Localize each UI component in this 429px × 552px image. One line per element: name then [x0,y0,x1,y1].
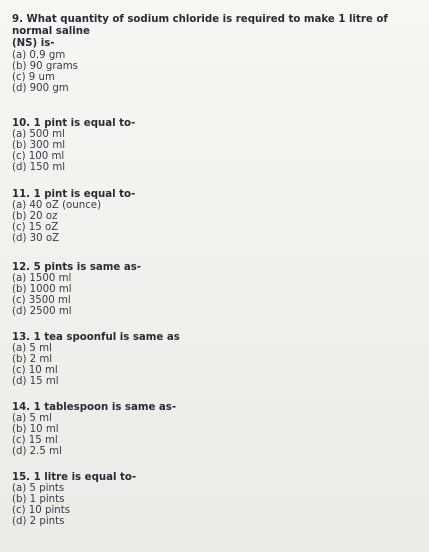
option-d: (d) 150 ml [12,162,66,173]
option-a: (a) 40 oZ (ounce) [12,200,102,211]
option-b: (b) 1 pints [12,494,65,505]
option-b: (b) 1000 ml [12,284,72,295]
option-a: (a) 1500 ml [12,273,72,284]
question-14 [12,402,421,457]
option-c: (c) 10 pints [12,505,71,516]
question-stem: 12. 5 pints is same as- [12,262,142,273]
question-stem: 13. 1 tea spoonful is same as [12,332,180,343]
option-c: (c) 10 ml [12,365,58,376]
option-a: (a) 5 ml [12,343,52,354]
option-c: (c) 15 oZ [12,222,59,233]
question-15 [12,472,421,527]
option-c: (c) 15 ml [12,435,58,446]
option-d: (d) 2.5 ml [12,446,62,457]
option-a: (a) 5 pints [12,483,65,494]
option-b: (b) 20 oz [12,211,58,222]
option-b: (b) 90 grams [12,61,78,72]
option-c: (c) 9 um [12,72,55,83]
option-d: (d) 30 oZ [12,233,60,244]
option-d: (d) 15 ml [12,376,59,387]
question-stem: 10. 1 pint is equal to- [12,118,136,129]
option-b: (b) 10 ml [12,424,59,435]
option-b: (b) 2 ml [12,354,53,365]
option-d: (d) 2 pints [12,516,65,527]
option-a: (a) 500 ml [12,129,65,140]
question-stem: 9. What quantity of sodium chloride is required to make 1 litre of normal saline [12,14,388,37]
question-stem: 15. 1 litre is equal to- [12,472,137,483]
option-d: (d) 900 gm [12,83,69,94]
question-stem-continuation: (NS) is- [12,38,55,49]
question-12 [12,262,421,317]
option-c: (c) 100 ml [12,151,65,162]
question-11 [12,189,421,244]
option-b: (b) 300 ml [12,140,66,151]
question-13 [12,332,421,387]
option-a: (a) 5 ml [12,413,52,424]
question-9 [12,14,421,94]
option-c: (c) 3500 ml [12,295,71,306]
option-a: (a) 0.9 gm [12,50,66,61]
option-d: (d) 2500 ml [12,306,72,317]
question-10 [12,118,421,173]
question-stem: 14. 1 tablespoon is same as- [12,402,177,413]
question-stem: 11. 1 pint is equal to- [12,189,136,200]
